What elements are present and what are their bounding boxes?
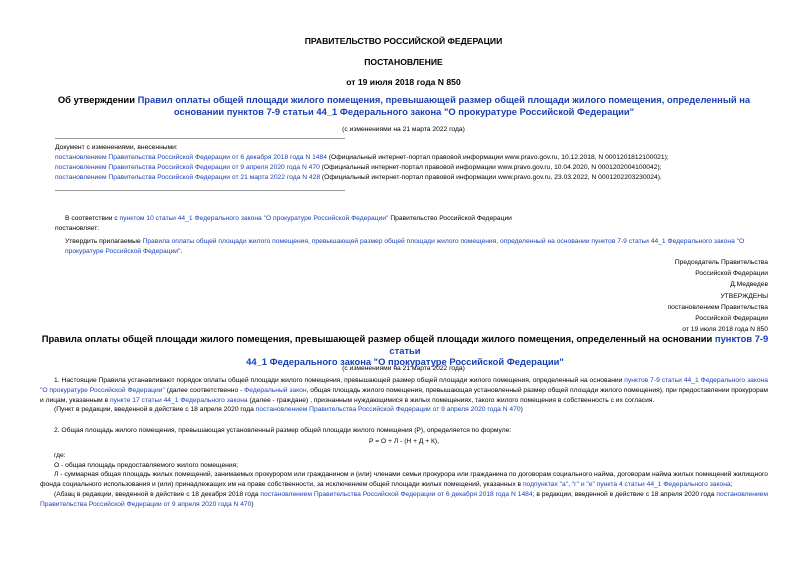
amendment-link[interactable]: постановлением Правительства Российской Федерации от 9 апреля 2020 года N 470 [55, 164, 320, 171]
formula: Р = О + Л - (Н + Д + К), [368, 437, 440, 445]
title-rules-link[interactable]: Правил оплаты общей площади жилого помещения, превышающей размер общей площади жилого помещения, определенный на основании пунктов 7-9 статьи 44_1 Федерального закона "О прокуратуре Российской Федерации" [137, 94, 751, 117]
amendment-source: (Официальный интернет-портал правовой информации www.pravo.gov.ru, 10.04.2020, N 0001202004100042); [319, 164, 662, 171]
rules-title-link[interactable]: пунктов 7-9 статьи [389, 333, 769, 356]
amendment-link[interactable]: постановлением Правительства Российской Федерации от 6 декабря 2018 года N 1484 [260, 490, 533, 498]
divider-bottom [55, 190, 345, 191]
law-subparagraph-link[interactable]: подпунктах "а", "г" и "е" пункта 4 статьи 44_1 Федерального закона [522, 481, 731, 489]
document-date-number: от 19 июля 2018 года N 850 [346, 77, 461, 87]
amendment-link[interactable]: постановлением Правительства Российской Федерации от 6 декабря 2018 года N 1484 [55, 154, 327, 161]
preamble-approve: Утвердить прилагаемые Правила оплаты общей площади жилого помещения, превышающей размер общей площади жилого помещения, определенный на основании пунктов 7-9 статьи 44_1 Федерального закона "О прокуратуре Российской Федерации". [65, 238, 745, 255]
amendment-item [55, 153, 775, 163]
definition-l: Л - суммарная общая площадь жилых помещений, занимаемых прокурором или гражданином и (или) членами семьи прокурора или гражданина по договорам социального найма, договорам найма жилых помещений жилищного фонда социального использования и (или) принадлежащих им на праве собственности, за исключением общей площади жилых помещений, указанных в подпунктах "а", "г" и "е" пункта 4 статьи 44_1 Федерального закона; [40, 471, 768, 489]
rules-paragraph-1: 1. Настоящие Правила устанавливают порядок оплаты общей площади жилого помещения, превышающей размер общей площади жилого помещения, определенный на основании пунктов 7-9 статьи 44_1 Федерального закона "О прокуратуре Российской Федерации" (далее соответственно - Федеральный закон, общая площадь жилого помещения, превышающая установленный размер общей площади жилого помещения), при предоставлении прокурорам и лицам, указанным в пункте 17 статьи 44_1 Федерального закона (далее - граждане) , признанным нуждающимися в жилых помещениях, такого жилого помещения в собственность с их согласия. [40, 377, 769, 404]
approval-line: от 19 июля 2018 года N 850 [682, 326, 768, 334]
definition-l-note: (Абзац в редакции, введенной в действие с 18 декабря 2018 года постановлением Правительства Российской Федерации от 6 декабря 2018 года N 1484; в редакции, введенной в действие с 18 апреля 2020 года постановлением Правительства Российской Федерации от 9 апреля 2020 года N 470) [40, 490, 768, 508]
preamble-basis: В соответствии с пунктом 10 статьи 44_1 Федерального закона "О прокуратуре Российской Федерации" Правительство Российской Федерации [65, 215, 512, 222]
preamble-decides: постановляет: [55, 225, 100, 232]
document-type: ПОСТАНОВЛЕНИЕ [364, 57, 443, 67]
approval-line: Российской Федерации [695, 315, 768, 323]
federal-law-link[interactable]: Федеральный закон [244, 386, 307, 394]
signature-line: Д.Медведев [730, 281, 768, 289]
law-paragraph-link[interactable]: пункте 17 статьи 44_1 Федерального закона [110, 396, 248, 404]
formula-where: где: [54, 451, 66, 459]
government-heading: ПРАВИТЕЛЬСТВО РОССИЙСКОЙ ФЕДЕРАЦИИ [304, 36, 503, 46]
amendment-item [55, 163, 775, 173]
signature-block [500, 257, 768, 335]
revision-note: (с изменениями на 21 марта 2022 года) [342, 126, 465, 133]
definition-o: О - общая площадь предоставляемого жилого помещения; [54, 461, 239, 469]
divider-top [55, 138, 345, 139]
rules-paragraph-1-note: (Пункт в редакции, введенной в действие с 18 апреля 2020 года постановлением Правительства Российской Федерации от 9 апреля 2020 года N 470) [54, 406, 523, 414]
preamble [55, 214, 775, 257]
rules-revision-note: (с изменениями на 21 марта 2022 года) [342, 365, 465, 372]
document-title [48, 94, 760, 117]
rules-body [40, 376, 768, 510]
law-article-link[interactable]: пунктом 10 статьи 44_1 Федерального закона "О прокуратуре Российской Федерации" [119, 215, 389, 222]
rules-link[interactable]: Правила оплаты общей площади жилого помещения, превышающей размер общей площади жилого помещения, определенный на основании пунктов 7-9 статьи 44_1 Федерального закона "О прокуратуре Российской Федерации" [65, 238, 745, 255]
amendments-block [55, 143, 775, 183]
amendment-source: (Официальный интернет-портал правовой информации www.pravo.gov.ru, 10.12.2018, N 0001201812100021); [326, 154, 669, 161]
signature-line: Российской Федерации [695, 270, 768, 278]
rules-title: Правила оплаты общей площади жилого помещения, превышающей размер общей площади жилого помещения, определенный на основании пунктов 7-9 статьи 44_1 Федерального закона "О прокуратуре Российской Федерации" [41, 333, 769, 367]
approval-line: УТВЕРЖДЕНЫ [720, 292, 768, 300]
title-prefix: Об утверждении [57, 94, 138, 105]
amendment-link[interactable]: постановлением Правительства Российской Федерации от 9 апреля 2020 года N 470 [255, 406, 521, 414]
amendments-intro: Документ с изменениями, внесенными: [55, 144, 178, 151]
rules-title-law-link[interactable]: 44_1 Федерального закона "О прокуратуре Российской Федерации" [246, 356, 564, 367]
amendment-link[interactable]: постановлением Правительства Российской Федерации от 9 апреля 2020 года N 470 [40, 490, 768, 508]
signature-line: Председатель Правительства [674, 259, 768, 266]
rules-paragraph-2: 2. Общая площадь жилого помещения, превышающая установленный размер общей площади жилого помещения (Р), определяется по формуле: [54, 427, 512, 435]
amendment-link[interactable]: постановлением Правительства Российской Федерации от 21 марта 2022 года N 428 [55, 174, 321, 181]
amendment-item [55, 173, 775, 183]
law-article-link[interactable]: пунктов 7-9 статьи 44_1 Федерального закона "О прокуратуре Российской Федерации" [40, 377, 768, 394]
approval-line: постановлением Правительства [667, 303, 768, 311]
amendment-source: (Официальный интернет-портал правовой информации www.pravo.gov.ru, 23.03.2022, N 0001202203230024). [320, 174, 662, 181]
